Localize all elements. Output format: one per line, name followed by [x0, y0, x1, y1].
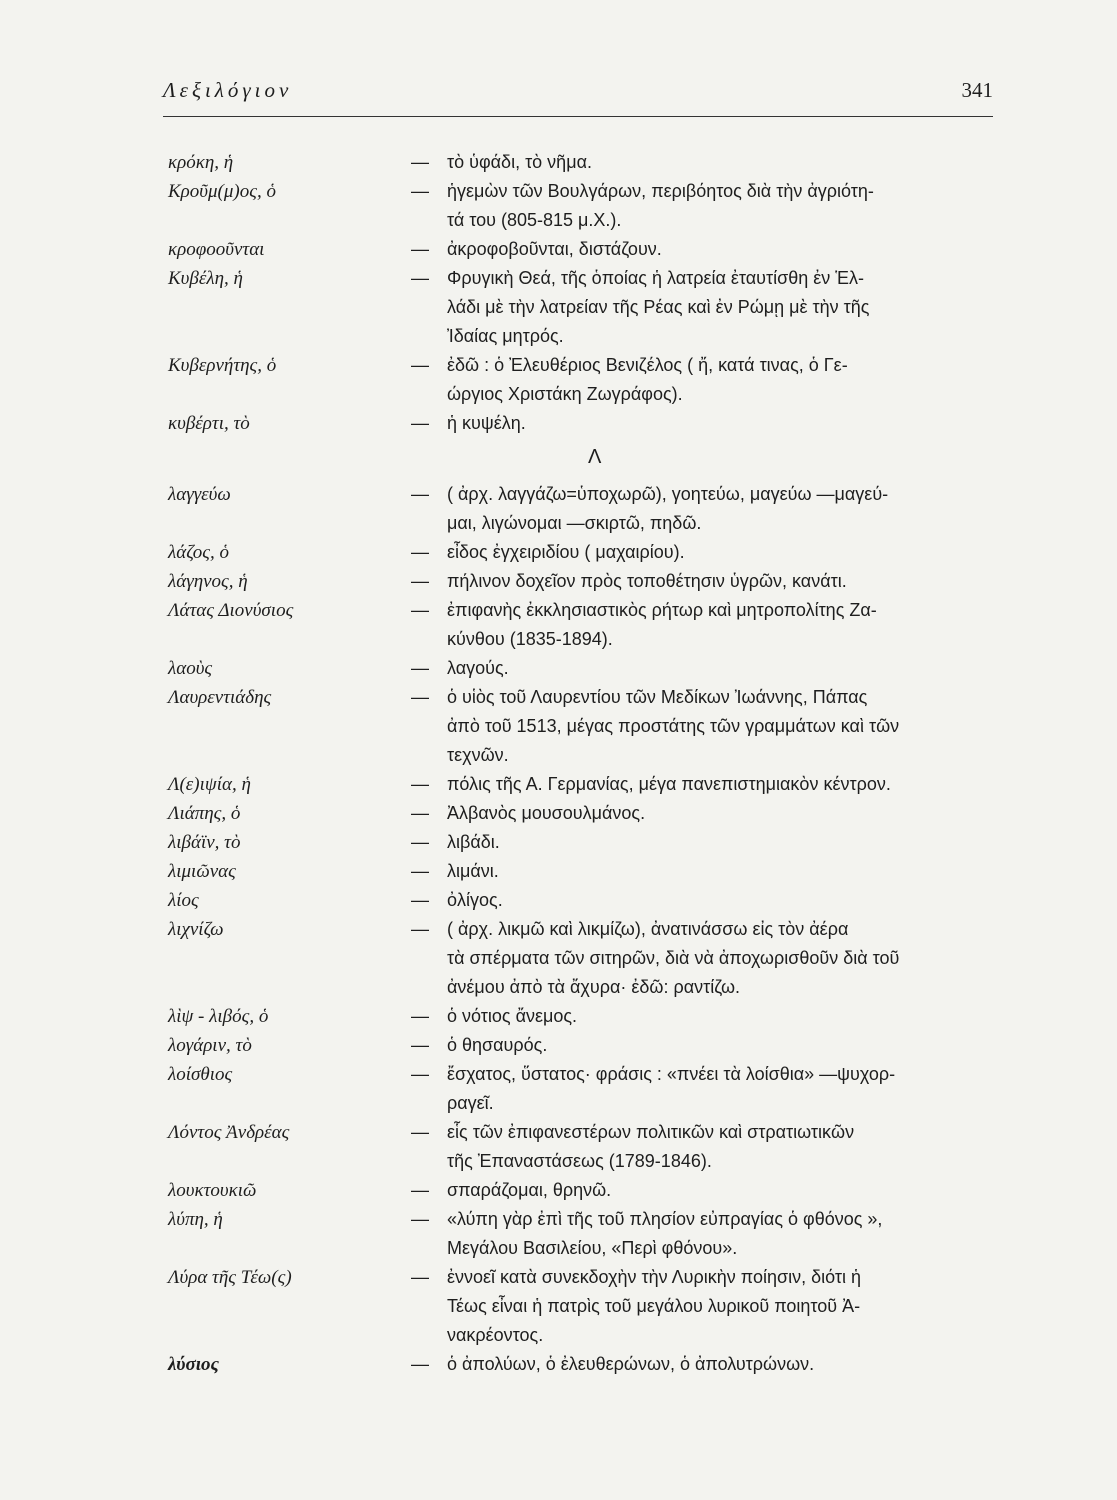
glossary-entry	[168, 596, 1028, 654]
definition-dash: —	[411, 239, 429, 259]
entry-definition	[411, 857, 1028, 886]
entry-definition	[411, 596, 1028, 654]
definition-dash: —	[411, 861, 429, 881]
entry-definition	[411, 177, 1028, 235]
definition-dash: —	[411, 1354, 429, 1374]
definition-line: Ἀλβανὸς μουσουλμάνος.	[447, 803, 646, 823]
definition-line: ἐννοεῖ κατὰ συνεκδοχὴν τὴν Λυρικὴν ποίησιν, διότι ἡ	[447, 1267, 861, 1287]
entry-definition	[411, 1060, 1028, 1118]
definition-line: νακρέοντος.	[447, 1325, 544, 1345]
entry-definition	[411, 235, 1028, 264]
definition-line: λιμάνι.	[447, 861, 499, 881]
entry-definition	[411, 683, 1028, 770]
glossary-entry	[168, 1205, 1028, 1263]
glossary-entry	[168, 1060, 1028, 1118]
entry-definition	[411, 351, 1028, 409]
entry-term: λιχνίζω	[168, 919, 224, 940]
definition-dash: —	[411, 1122, 429, 1142]
entry-term: Κυβέλη, ἡ	[168, 268, 243, 289]
definition-line: λαγούς.	[447, 658, 509, 678]
definition-line: ώργιος Χριστάκη Ζωγράφος).	[447, 384, 683, 404]
definition-line: εἷς τῶν ἐπιφανεστέρων πολιτικῶν καὶ στρατιωτικῶν	[447, 1122, 855, 1142]
entry-definition	[411, 1031, 1028, 1060]
entry-definition	[411, 1263, 1028, 1350]
definition-dash: —	[411, 1180, 429, 1200]
definition-line: ἡ κυψέλη.	[447, 413, 526, 433]
glossary-entry	[168, 828, 1028, 857]
glossary-entry	[168, 1176, 1028, 1205]
glossary-entry	[168, 235, 1028, 264]
definition-line: ( ἀρχ. λαγγάζω=ὑποχωρῶ), γοητεύω, μαγεύω —μαγεύ-	[447, 484, 889, 504]
definition-line: Μεγάλου Βασιλείου, «Περὶ φθόνου».	[447, 1238, 738, 1258]
definition-line: τῆς Ἐπαναστάσεως (1789-1846).	[447, 1151, 712, 1171]
definition-line: Φρυγικὴ Θεά, τῆς ὁποίας ἡ λατρεία ἐταυτίσθη ἐν Ἑλ-	[447, 268, 865, 288]
definition-line: τὰ σπέρματα τῶν σιτηρῶν, διὰ νὰ ἀποχωρισθοῦν διὰ τοῦ	[447, 948, 900, 968]
definition-dash: —	[411, 803, 429, 823]
glossary-entries	[168, 148, 1028, 1379]
glossary-entry	[168, 409, 1028, 438]
glossary-entry	[168, 1002, 1028, 1031]
definition-line: πήλινον δοχεῖον πρὸς τοποθέτησιν ὑγρῶν, κανάτι.	[447, 571, 847, 591]
entry-term: λάζος, ὁ	[168, 542, 230, 563]
entry-definition	[411, 915, 1028, 1002]
definition-dash: —	[411, 919, 429, 939]
entry-term: λαοὺς	[168, 658, 213, 679]
entry-term: λοίσθιος	[168, 1064, 233, 1085]
header-rule	[163, 116, 993, 117]
definition-dash: —	[411, 355, 429, 375]
definition-dash: —	[411, 832, 429, 852]
entry-definition	[411, 538, 1028, 567]
definition-dash: —	[411, 152, 429, 172]
page-title: Λεξιλόγιον	[163, 78, 293, 102]
glossary-entry	[168, 1263, 1028, 1350]
definition-line: μαι, λιγώνομαι —σκιρτῶ, πηδῶ.	[447, 513, 702, 533]
definition-line: ἔσχατος, ὕστατος· φράσις : «πνέει τὰ λοίσθια» —ψυχορ-	[447, 1064, 896, 1084]
entry-definition	[411, 1002, 1028, 1031]
definition-line: λιβάδι.	[447, 832, 500, 852]
entry-term: λαγγεύω	[168, 484, 231, 505]
glossary-entry	[168, 567, 1028, 596]
definition-line: ὁ υἱὸς τοῦ Λαυρεντίου τῶν Μεδίκων Ἰωάννης, Πάπας	[447, 687, 868, 707]
entries-lambda-section	[168, 480, 1028, 1379]
entry-term: Κροῦμ(μ)ος, ὁ	[168, 181, 276, 202]
definition-line: ἡγεμὼν τῶν Βουλγάρων, περιβόητος διὰ τὴν ἀγριότη-	[447, 181, 874, 201]
entry-definition	[411, 1350, 1028, 1379]
entry-term: λίος	[168, 890, 199, 911]
entry-term: λουκτουκιῶ	[168, 1180, 257, 1201]
definition-dash: —	[411, 542, 429, 562]
definition-line: ὀλίγος.	[447, 890, 503, 910]
definition-dash: —	[411, 571, 429, 591]
entry-definition	[411, 799, 1028, 828]
glossary-entry	[168, 857, 1028, 886]
entry-definition	[411, 409, 1028, 438]
definition-dash: —	[411, 413, 429, 433]
definition-dash: —	[411, 1035, 429, 1055]
definition-dash: —	[411, 1064, 429, 1084]
entry-definition	[411, 480, 1028, 538]
glossary-entry	[168, 683, 1028, 770]
definition-line: ἐδῶ : ὁ Ἐλευθέριος Βενιζέλος ( ἤ, κατά τινας, ὁ Γε-	[447, 355, 848, 375]
definition-line: ραγεῖ.	[447, 1093, 494, 1113]
definition-dash: —	[411, 1006, 429, 1026]
entry-term: λιβάϊν, τὸ	[168, 832, 241, 853]
glossary-entry	[168, 177, 1028, 235]
glossary-entry	[168, 886, 1028, 915]
entry-term: κροφοοῦνται	[168, 239, 265, 260]
entry-definition	[411, 1205, 1028, 1263]
definition-dash: —	[411, 1209, 429, 1229]
definition-line: ὁ νότιος ἄνεμος.	[447, 1006, 578, 1026]
glossary-entry	[168, 1350, 1028, 1379]
entry-term: Λ(ε)ιψία, ἡ	[168, 774, 251, 795]
entry-term: Κυβερνήτης, ὁ	[168, 355, 277, 376]
entry-definition	[411, 828, 1028, 857]
definition-line: «λύπη γὰρ ἐπὶ τῆς τοῦ πλησίον εὐπραγίας ὁ φθόνος »,	[447, 1209, 883, 1229]
entry-definition	[411, 770, 1028, 799]
glossary-entry	[168, 799, 1028, 828]
definition-dash: —	[411, 484, 429, 504]
entry-term: Λαυρεντιάδης	[168, 687, 272, 708]
definition-dash: —	[411, 268, 429, 288]
definition-line: ἀκροφοβοῦνται, διστάζουν.	[447, 239, 662, 259]
entry-term: Λύρα τῆς Τέω(ς)	[168, 1267, 292, 1288]
definition-line: λάδι μὲ τὴν λατρείαν τῆς Ρέας καὶ ἐν Ρώμῃ μὲ τὴν τῆς	[447, 297, 870, 317]
definition-dash: —	[411, 181, 429, 201]
glossary-entry	[168, 915, 1028, 1002]
entry-definition	[411, 1118, 1028, 1176]
entry-term: λογάριν, τὸ	[168, 1035, 252, 1056]
entry-term: λύσιος	[168, 1354, 219, 1375]
entry-definition	[411, 264, 1028, 351]
entry-definition	[411, 886, 1028, 915]
definition-dash: —	[411, 774, 429, 794]
definition-line: ἐπιφανὴς ἐκκλησιαστικὸς ρήτωρ καὶ μητροπολίτης Ζα-	[447, 600, 877, 620]
definition-dash: —	[411, 687, 429, 707]
definition-line: σπαράζομαι, θρηνῶ.	[447, 1180, 612, 1200]
definition-line: τά του (805-815 μ.Χ.).	[447, 210, 622, 230]
definition-dash: —	[411, 658, 429, 678]
entry-term: κυβέρτι, τὸ	[168, 413, 250, 434]
glossary-entry	[168, 264, 1028, 351]
glossary-entry	[168, 1031, 1028, 1060]
entry-term: λάγηνος, ἡ	[168, 571, 248, 592]
definition-line: εἶδος ἐγχειριδίου ( μαχαιρίου).	[447, 542, 685, 562]
glossary-entry	[168, 770, 1028, 799]
glossary-entry	[168, 148, 1028, 177]
glossary-entry	[168, 1118, 1028, 1176]
definition-line: ὁ ἀπολύων, ὁ ἐλευθερώνων, ὁ ἀπολυτρώνων.	[447, 1354, 815, 1374]
entry-term: Λάτας Διονύσιος	[168, 600, 294, 621]
definition-line: ἀνέμου ἀπὸ τὰ ἄχυρα· ἐδῶ: ραντίζω.	[447, 977, 740, 997]
definition-line: κύνθου (1835-1894).	[447, 629, 613, 649]
definition-line: τὸ ὑφάδι, τὸ νῆμα.	[447, 152, 592, 172]
definition-dash: —	[411, 600, 429, 620]
definition-line: πόλις τῆς Α. Γερμανίας, μέγα πανεπιστημιακὸν κέντρον.	[447, 774, 891, 794]
definition-line: Ἰδαίας μητρός.	[447, 326, 564, 346]
entry-term: λὶψ - λιβός, ὁ	[168, 1006, 269, 1027]
entry-term: λύπη, ἡ	[168, 1209, 223, 1230]
definition-line: τεχνῶν.	[447, 745, 509, 765]
definition-dash: —	[411, 1267, 429, 1287]
page-number: 341	[961, 78, 993, 102]
entry-definition	[411, 654, 1028, 683]
glossary-entry	[168, 351, 1028, 409]
entry-definition	[411, 567, 1028, 596]
entry-definition	[411, 148, 1028, 177]
section-letter-heading: Λ	[588, 446, 602, 468]
glossary-entry	[168, 538, 1028, 567]
entry-term: κρόκη, ἡ	[168, 152, 234, 173]
page-header	[163, 78, 993, 118]
glossary-entry	[168, 654, 1028, 683]
definition-dash: —	[411, 890, 429, 910]
definition-line: ὁ θησαυρός.	[447, 1035, 548, 1055]
definition-line: ἀπὸ τοῦ 1513, μέγας προστάτης τῶν γραμμάτων καὶ τῶν	[447, 716, 900, 736]
entry-term: Λόντος Ἀνδρέας	[168, 1122, 290, 1143]
entries-kappa-section	[168, 148, 1028, 438]
entry-term: Λιάπης, ὁ	[168, 803, 241, 824]
definition-line: ( ἀρχ. λικμῶ καὶ λικμίζω), ἀνατινάσσω εἰς τὸν ἀέρα	[447, 919, 849, 939]
entry-definition	[411, 1176, 1028, 1205]
glossary-entry	[168, 480, 1028, 538]
definition-line: Τέως εἶναι ἡ πατρὶς τοῦ μεγάλου λυρικοῦ ποιητοῦ Ἀ-	[447, 1296, 861, 1316]
entry-term: λιμιῶνας	[168, 861, 236, 882]
